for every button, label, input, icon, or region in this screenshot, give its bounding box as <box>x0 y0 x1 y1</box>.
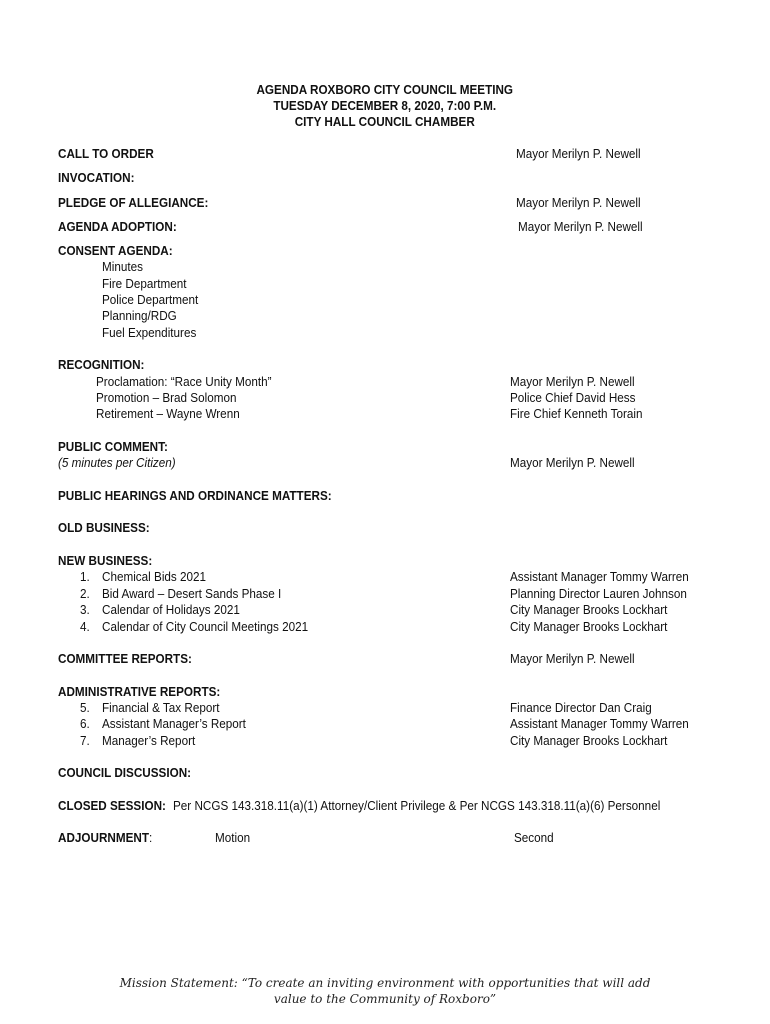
new-business-number: 2. <box>80 586 90 601</box>
meeting-location: CITY HALL COUNCIL CHAMBER <box>294 114 475 129</box>
new-business-label: NEW BUSINESS: <box>58 553 153 568</box>
admin-report-number: 5. <box>80 700 90 715</box>
recognition-presenter: Mayor Merilyn P. Newell <box>510 374 635 389</box>
public-comment-label: PUBLIC COMMENT: <box>58 439 168 454</box>
admin-report-item: Manager’s Report <box>102 733 196 748</box>
new-business-item: Bid Award – Desert Sands Phase I <box>102 586 282 601</box>
meeting-date: TUESDAY DECEMBER 8, 2020, 7:00 P.M. <box>273 98 497 113</box>
invocation-label: INVOCATION: <box>58 170 135 185</box>
closed-session-text: Per NCGS 143.318.11(a)(1) Attorney/Client Privilege & Per NCGS 143.318.11(a)(6) Personnel <box>173 798 661 813</box>
consent-agenda-label: CONSENT AGENDA: <box>58 243 173 258</box>
public-comment-note: (5 minutes per Citizen) <box>58 455 176 470</box>
recognition-item: Retirement – Wayne Wrenn <box>96 406 240 421</box>
new-business-item: Calendar of Holidays 2021 <box>102 602 240 617</box>
committee-reports-presenter: Mayor Merilyn P. Newell <box>510 651 635 666</box>
consent-item: Fire Department <box>102 276 187 291</box>
pledge-presenter: Mayor Merilyn P. Newell <box>516 195 641 210</box>
recognition-presenter: Fire Chief Kenneth Torain <box>510 406 643 421</box>
admin-report-presenter: Finance Director Dan Craig <box>510 700 652 715</box>
new-business-presenter: City Manager Brooks Lockhart <box>510 619 668 634</box>
adjournment-label <box>58 830 152 846</box>
adjournment-second: Second <box>514 830 554 845</box>
admin-report-item: Assistant Manager’s Report <box>102 716 246 731</box>
new-business-number: 3. <box>80 602 90 617</box>
new-business-presenter: Planning Director Lauren Johnson <box>510 586 687 601</box>
public-hearings-label: PUBLIC HEARINGS AND ORDINANCE MATTERS: <box>58 488 332 503</box>
mission-statement-line1: Mission Statement: “To create an inviting environment with opportunities that will add <box>119 976 651 990</box>
public-comment-presenter: Mayor Merilyn P. Newell <box>510 455 635 470</box>
new-business-number: 1. <box>80 569 90 584</box>
mission-statement-line2: value to the Community of Roxboro” <box>273 992 497 1006</box>
new-business-presenter: Assistant Manager Tommy Warren <box>510 569 689 584</box>
agenda-adoption-presenter: Mayor Merilyn P. Newell <box>518 219 643 234</box>
new-business-item: Chemical Bids 2021 <box>102 569 207 584</box>
consent-item: Planning/RDG <box>102 308 177 323</box>
admin-report-presenter: Assistant Manager Tommy Warren <box>510 716 689 731</box>
recognition-item: Promotion – Brad Solomon <box>96 390 237 405</box>
consent-item: Fuel Expenditures <box>102 325 197 340</box>
call-to-order-presenter: Mayor Merilyn P. Newell <box>516 146 641 161</box>
recognition-presenter: Police Chief David Hess <box>510 390 636 405</box>
council-discussion-label: COUNCIL DISCUSSION: <box>58 765 192 780</box>
consent-item: Minutes <box>102 259 143 274</box>
recognition-item: Proclamation: “Race Unity Month” <box>96 374 272 389</box>
admin-report-number: 7. <box>80 733 90 748</box>
old-business-label: OLD BUSINESS: <box>58 520 150 535</box>
committee-reports-label: COMMITTEE REPORTS: <box>58 651 192 666</box>
new-business-item: Calendar of City Council Meetings 2021 <box>102 619 309 634</box>
adjournment-colon: : <box>149 830 153 845</box>
adjournment-motion: Motion <box>215 830 251 845</box>
administrative-reports-label: ADMINISTRATIVE REPORTS: <box>58 684 221 699</box>
new-business-presenter: City Manager Brooks Lockhart <box>510 602 668 617</box>
call-to-order-label: CALL TO ORDER <box>58 146 154 161</box>
closed-session-label: CLOSED SESSION: <box>58 798 166 813</box>
agenda-adoption-label: AGENDA ADOPTION: <box>58 219 177 234</box>
admin-report-item: Financial & Tax Report <box>102 700 220 715</box>
consent-item: Police Department <box>102 292 199 307</box>
admin-report-presenter: City Manager Brooks Lockhart <box>510 733 668 748</box>
admin-report-number: 6. <box>80 716 90 731</box>
pledge-label: PLEDGE OF ALLEGIANCE: <box>58 195 209 210</box>
new-business-number: 4. <box>80 619 90 634</box>
adjournment-label-text: ADJOURNMENT <box>58 830 150 845</box>
agenda-title: AGENDA ROXBORO CITY COUNCIL MEETING <box>256 82 514 97</box>
recognition-label: RECOGNITION: <box>58 357 145 372</box>
